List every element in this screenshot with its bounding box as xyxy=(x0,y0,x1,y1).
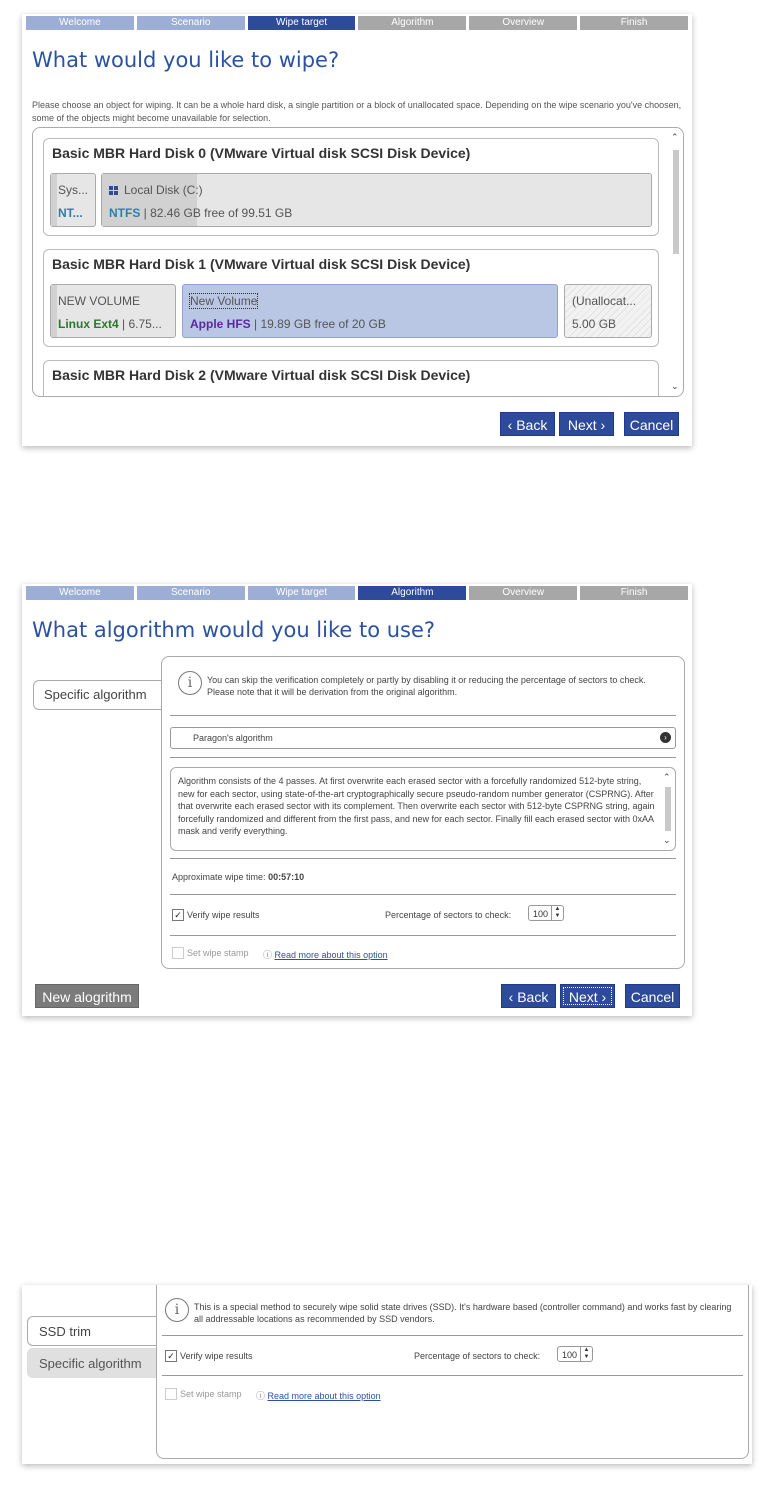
scroll-up-icon[interactable]: ⌃ xyxy=(663,772,671,782)
read-more-link[interactable]: Read more about this option xyxy=(267,1391,381,1401)
partition-name: (Unallocat... xyxy=(572,294,637,308)
algorithm-screen xyxy=(22,584,692,1016)
algorithm-description-box[interactable] xyxy=(170,767,676,851)
step-algorithm: Algorithm xyxy=(358,586,466,600)
scroll-down-icon[interactable]: ⌄ xyxy=(663,835,671,845)
info-small-icon: ⓘ xyxy=(263,950,275,960)
wipe-stamp-label: Set wipe stamp xyxy=(180,1389,242,1399)
partition-local-disk-c[interactable] xyxy=(101,173,652,227)
disk-title: Basic MBR Hard Disk 0 (VMware Virtual disk SCSI Disk Device) xyxy=(52,145,471,161)
partition-space: | 19.89 GB free of 20 GB xyxy=(250,317,386,331)
back-button[interactable]: ‹ Back xyxy=(501,984,556,1008)
verify-checkbox[interactable]: ✓ xyxy=(172,909,184,921)
step-wipe-target: Wipe target xyxy=(248,16,356,30)
info-icon: i xyxy=(165,1298,189,1322)
step-overview: Overview xyxy=(469,586,577,600)
partition-name: NEW VOLUME xyxy=(58,294,141,308)
chevron-right-icon: › xyxy=(660,732,671,743)
partition-new-volume-ext4[interactable] xyxy=(50,284,176,338)
cancel-button[interactable]: Cancel xyxy=(625,984,680,1008)
step-scenario: Scenario xyxy=(137,586,245,600)
partition-space: 5.00 GB xyxy=(572,317,617,331)
divider xyxy=(170,935,676,936)
scrollbar[interactable] xyxy=(671,132,681,392)
ssd-trim-screen xyxy=(22,1285,752,1464)
divider xyxy=(170,894,676,895)
info-small-icon: ⓘ xyxy=(256,1391,268,1401)
step-wipe-target: Wipe target xyxy=(248,586,356,600)
partition-space: | 6.75... xyxy=(118,317,162,331)
step-welcome: Welcome xyxy=(26,586,134,600)
wipe-stamp-checkbox[interactable] xyxy=(172,947,184,959)
verify-label: Verify wipe results xyxy=(180,1351,253,1361)
partition-fs-info xyxy=(109,206,292,220)
verify-label: Verify wipe results xyxy=(187,910,260,920)
algorithm-select[interactable] xyxy=(170,727,676,749)
wizard-steps xyxy=(26,586,688,600)
scroll-thumb[interactable] xyxy=(665,787,671,831)
next-button[interactable]: Next › xyxy=(559,412,614,436)
partition-system[interactable] xyxy=(50,173,96,227)
tab-specific-algorithm[interactable] xyxy=(27,1348,157,1378)
disk-0[interactable] xyxy=(43,138,659,236)
percentage-stepper[interactable] xyxy=(557,1346,593,1362)
step-scenario: Scenario xyxy=(137,16,245,30)
partition-fs-info xyxy=(58,317,162,331)
partition-space: | 82.46 GB free of 99.51 GB xyxy=(140,206,293,220)
wipe-time-value: 00:57:10 xyxy=(268,872,305,882)
percentage-value: 100 xyxy=(562,1350,578,1360)
cancel-button[interactable]: Cancel xyxy=(624,412,679,436)
partition-fs: NTFS xyxy=(109,206,141,220)
divider xyxy=(170,757,676,758)
disk-2[interactable] xyxy=(43,360,659,397)
percentage-value: 100 xyxy=(533,909,549,919)
wipe-time xyxy=(172,872,304,882)
info-text: You can skip the verification completely or partly by disabling it or reducing the percentage of sectors to check. Please note that it will be derivation from the original algorithm. xyxy=(207,675,646,697)
disk-list[interactable] xyxy=(32,127,684,397)
disk-1[interactable] xyxy=(43,249,659,347)
divider xyxy=(170,858,676,859)
algorithm-description: Algorithm consists of the 4 passes. At first overwrite each erased sector with a forcefully randomized 512-byte string, new for each sector, using state-of-the-art cryptographically secure pseudo-random number generator (CSPRNG). After that overwrite each erased sector with its complement. Then overwrite each sector with 512-byte CSPRNG string, again forcefully randomized and different from the first pass, and new for each sector. Finally fill each erased sector with 0xAA mask and verify everything. xyxy=(178,776,655,836)
partition-name: Sys... xyxy=(58,183,89,197)
partition-name: Local Disk (C:) xyxy=(124,183,203,197)
partition-fs-info xyxy=(58,206,83,220)
tab-label: Specific algorithm xyxy=(44,687,147,702)
step-finish: Finish xyxy=(580,16,688,30)
step-overview: Overview xyxy=(469,16,577,30)
step-finish: Finish xyxy=(580,586,688,600)
partition-fs: Linux Ext4 xyxy=(58,317,119,331)
disk-title: Basic MBR Hard Disk 1 (VMware Virtual disk SCSI Disk Device) xyxy=(52,256,471,272)
read-more[interactable] xyxy=(263,948,388,961)
partition-fs: Apple HFS xyxy=(190,317,251,331)
usage-bar xyxy=(51,285,57,337)
algorithm-select-value: Paragon's algorithm xyxy=(193,733,273,743)
disk-title: Basic MBR Hard Disk 2 (VMware Virtual disk SCSI Disk Device) xyxy=(52,367,471,383)
tab-label: SSD trim xyxy=(39,1324,91,1339)
tab-specific-algorithm[interactable] xyxy=(33,680,162,710)
divider xyxy=(162,1375,743,1376)
wipe-time-label: Approximate wipe time: xyxy=(172,872,266,882)
step-welcome: Welcome xyxy=(26,16,134,30)
scroll-up-icon[interactable]: ⌃ xyxy=(671,132,679,142)
info-text: This is a special method to securely wipe solid state drives (SSD). It's hardware based (controller command) and works fast by clearing all addressable locations as recommended by SSD vendors. xyxy=(194,1302,732,1324)
partition-name-row xyxy=(109,183,203,197)
partition-unallocated[interactable] xyxy=(564,284,652,338)
read-more-link[interactable]: Read more about this option xyxy=(274,950,388,960)
tab-label: Specific algorithm xyxy=(39,1356,142,1371)
page-title: What algorithm would you like to use? xyxy=(32,618,436,642)
scroll-down-icon[interactable]: ⌄ xyxy=(671,381,679,391)
wipe-target-screen xyxy=(22,14,692,446)
percentage-label: Percentage of sectors to check: xyxy=(385,910,512,920)
verify-checkbox[interactable]: ✓ xyxy=(165,1350,177,1362)
scrollbar[interactable] xyxy=(663,772,673,846)
step-algorithm: Algorithm xyxy=(358,16,466,30)
percentage-label: Percentage of sectors to check: xyxy=(414,1351,541,1361)
scroll-thumb[interactable] xyxy=(673,150,679,254)
page-description: Please choose an object for wiping. It can be a whole hard disk, a single partition or a block of unallocated space. Depending on the wipe scenario you've choosen, some of the objects might become unavailable for selection. xyxy=(32,100,682,123)
info-icon: i xyxy=(178,671,202,695)
read-more[interactable] xyxy=(256,1389,381,1402)
windows-icon xyxy=(109,186,118,195)
back-button[interactable]: ‹ Back xyxy=(500,412,555,436)
divider xyxy=(170,715,676,716)
page-title: What would you like to wipe? xyxy=(32,48,340,72)
ssd-panel xyxy=(156,1285,749,1459)
stepper-arrows-icon[interactable]: ▲ ▼ xyxy=(551,906,563,920)
new-algorithm-button[interactable]: New alogrithm xyxy=(35,984,139,1008)
next-button[interactable]: Next › xyxy=(560,984,615,1008)
wizard-steps xyxy=(26,16,688,30)
wipe-stamp-checkbox[interactable] xyxy=(165,1388,177,1400)
stepper-arrows-icon[interactable]: ▲ ▼ xyxy=(580,1347,592,1361)
algorithm-panel xyxy=(161,656,685,969)
partition-fs-info xyxy=(190,317,386,331)
partition-fs: NT... xyxy=(58,206,83,220)
partition-new-volume-hfs[interactable] xyxy=(182,284,558,338)
wipe-stamp-label: Set wipe stamp xyxy=(187,948,249,958)
tab-ssd-trim[interactable] xyxy=(27,1316,157,1346)
percentage-stepper[interactable] xyxy=(528,905,564,921)
partition-name: New Volume xyxy=(190,294,258,308)
divider xyxy=(162,1335,743,1336)
usage-bar xyxy=(51,174,57,226)
partition-name-row xyxy=(190,294,257,308)
